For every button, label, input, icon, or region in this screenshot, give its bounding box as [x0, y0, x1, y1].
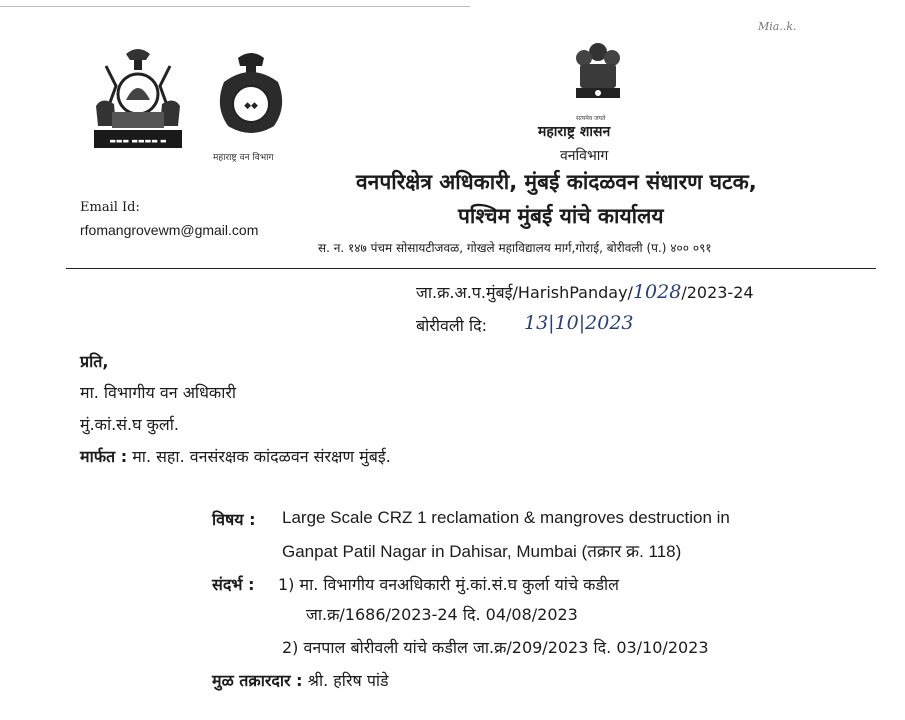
email-label: Email Id: — [80, 200, 140, 215]
reference-item-2: 2) वनपाल बोरीवली यांचे कडील जा.क्र/209/2023 दि. 03/10/2023 — [282, 638, 709, 657]
national-emblem — [566, 38, 630, 118]
complainant-label: मुळ तक्रारदार : — [212, 671, 303, 690]
office-address: स. न. १४७ पंचम सोसायटीजवळ, गोखले महाविद्यालय मार्ग,गोराई, बोरीवली (प.) ४०० ०९१ — [318, 241, 712, 255]
top-edge-line — [0, 6, 470, 7]
header-divider — [66, 268, 876, 269]
svg-text:▬▬▬ ▬▬▬▬ ▬: ▬▬▬ ▬▬▬▬ ▬ — [109, 137, 167, 145]
forest-department-badge — [212, 48, 290, 148]
marfat-line — [80, 445, 391, 467]
subject-line-1: Large Scale CRZ 1 reclamation & mangroves destruction in — [282, 508, 730, 527]
coat-of-arms-logo — [86, 46, 190, 164]
reference-year: /2023-24 — [681, 283, 754, 302]
original-complainant — [212, 669, 389, 691]
marfat-text: मा. सहा. वनसंरक्षक कांदळवन संरक्षण मुंबई. — [132, 447, 391, 466]
reference-prefix: जा.क्र.अ.प.मुंबई/HarishPanday/ — [416, 283, 633, 302]
subject-line-2: Ganpat Patil Nagar in Dahisar, Mumbai (तक्रार क्र. 118) — [282, 542, 682, 561]
svg-text:◆◆: ◆◆ — [244, 101, 258, 111]
subject-label: विषय : — [212, 510, 256, 529]
email-address: rfomangrovewm@gmail.com — [80, 222, 259, 238]
header-office-subtitle: पश्चिम मुंबई यांचे कार्यालय — [458, 204, 664, 228]
addressee-line-2: मुं.कां.सं.घ कुर्ला. — [80, 415, 179, 434]
addressee-line-1: मा. विभागीय वन अधिकारी — [80, 383, 237, 402]
header-line-vanvibhag: वनविभाग — [560, 148, 609, 164]
reference-item-1-line-1: 1) मा. विभागीय वनअधिकारी मुं.कां.सं.घ कुर्ला यांचे कडील — [278, 575, 620, 594]
date-label: बोरीवली दि: — [416, 316, 487, 335]
reference-item-1-line-2: जा.क्र/1686/2023-24 दि. 04/08/2023 — [306, 605, 578, 624]
header-office-title: वनपरिक्षेत्र अधिकारी, मुंबई कांदळवन संधारण घटक, — [356, 170, 757, 194]
prati-label: प्रति, — [80, 352, 109, 371]
complainant-name: श्री. हरिष पांडे — [307, 671, 389, 690]
reference-number — [416, 281, 754, 303]
marfat-label: मार्फत : — [80, 447, 128, 466]
right-logo-caption: महाराष्ट्र वन विभाग — [213, 153, 274, 163]
header-line-maharashtra-shasan: महाराष्ट्र शासन — [538, 124, 611, 140]
emblem-motto: सत्यमेव जयते — [576, 115, 606, 122]
reference-label: संदर्भ : — [212, 575, 255, 594]
handwritten-date: 13|10|2023 — [524, 312, 634, 334]
corner-mark: Mia..k. — [758, 20, 797, 33]
handwritten-outward-number: 1028 — [632, 281, 682, 303]
